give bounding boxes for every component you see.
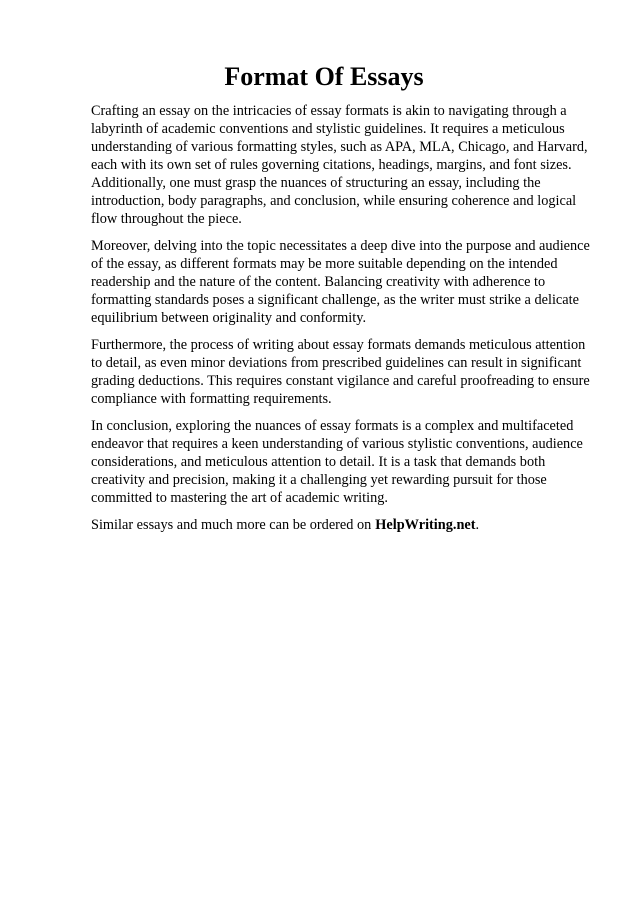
paragraph-process: Furthermore, the process of writing about essay formats demands meticulous attention to detail, as even minor deviations from prescribed guidelines can result in significant grading deductions. This requires constant vigilance and careful proofreading to ensure compliance with formatting requirements. xyxy=(91,337,590,407)
paragraph-conclusion: In conclusion, exploring the nuances of essay formats is a complex and multifaceted endeavor that requires a keen understanding of various stylistic conventions, audience considerations, and meticulous attention to detail. It is a task that demands both creativity and precision, making it a challenging yet rewarding pursuit for those committed to mastering the art of academic writing. xyxy=(91,418,583,506)
footer-promo xyxy=(91,516,594,534)
paragraph-topic: Moreover, delving into the topic necessitates a deep dive into the purpose and audience of the essay, as different formats may be more suitable depending on the intended readership and the nature of the content. Balancing creativity with adherence to formatting standards poses a significant challenge, as the writer must strike a delicate equilibrium between originality and conformity. xyxy=(91,238,590,326)
paragraph-intro: Crafting an essay on the intricacies of essay formats is akin to navigating through a labyrinth of academic conventions and stylistic guidelines. It requires a meticulous understanding of various formatting styles, such as APA, MLA, Chicago, and Harvard, each with its own set of rules governing citations, headings, margins, and font sizes. Additionally, one must grasp the nuances of structuring an essay, including the introduction, body paragraphs, and conclusion, while ensuring coherence and logical flow throughout the piece. xyxy=(91,103,588,227)
helpwriting-link[interactable]: HelpWriting.net xyxy=(375,517,476,533)
footer-suffix: . xyxy=(475,517,480,533)
footer-prefix: Similar essays and much more can be ordered on xyxy=(91,517,372,533)
page-title: Format Of Essays xyxy=(224,62,424,91)
